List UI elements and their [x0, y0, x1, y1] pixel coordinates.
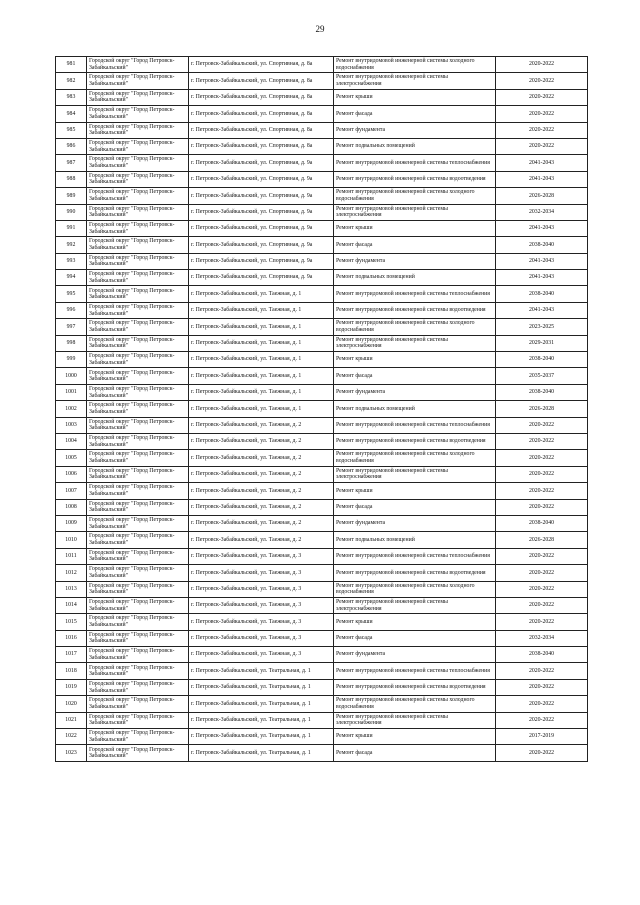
period-cell: 2041-2043 — [496, 270, 588, 286]
work-type-cell: Ремонт фасада — [334, 745, 496, 761]
table-row — [56, 515, 588, 531]
work-type-cell: Ремонт внутридомовой инженерной системы теплоснабжения — [334, 417, 496, 433]
table-row — [56, 433, 588, 449]
municipality-cell: Городской округ "Город Петровск-Забайкальский" — [87, 237, 189, 253]
address-cell: г. Петровск-Забайкальский, ул. Таежная, д. 2 — [189, 483, 334, 499]
address-cell: г. Петровск-Забайкальский, ул. Таежная, д. 1 — [189, 319, 334, 335]
address-cell: г. Петровск-Забайкальский, ул. Таежная, д. 2 — [189, 433, 334, 449]
period-cell: 2038-2040 — [496, 237, 588, 253]
work-type-cell: Ремонт внутридомовой инженерной системы холодного водоснабжения — [334, 450, 496, 466]
table-row — [56, 466, 588, 482]
municipality-cell: Городской округ "Город Петровск-Забайкальский" — [87, 417, 189, 433]
work-type-cell: Ремонт крыши — [334, 483, 496, 499]
table-row — [56, 106, 588, 122]
period-cell: 2020-2022 — [496, 73, 588, 89]
municipality-cell: Городской округ "Город Петровск-Забайкальский" — [87, 319, 189, 335]
address-cell: г. Петровск-Забайкальский, ул. Таежная, д. 3 — [189, 565, 334, 581]
row-number: 986 — [56, 138, 87, 154]
period-cell: 2020-2022 — [496, 122, 588, 138]
table-row — [56, 335, 588, 351]
municipality-cell: Городской округ "Город Петровск-Забайкальский" — [87, 745, 189, 761]
period-cell: 2017-2019 — [496, 729, 588, 745]
municipality-cell: Городской округ "Город Петровск-Забайкальский" — [87, 188, 189, 204]
municipality-cell: Городской округ "Город Петровск-Забайкальский" — [87, 220, 189, 236]
row-number: 1010 — [56, 532, 87, 548]
period-cell: 2020-2022 — [496, 106, 588, 122]
row-number: 1019 — [56, 679, 87, 695]
municipality-cell: Городской округ "Город Петровск-Забайкальский" — [87, 335, 189, 351]
table-row — [56, 253, 588, 269]
work-type-cell: Ремонт фасада — [334, 499, 496, 515]
table-row — [56, 188, 588, 204]
table-row — [56, 204, 588, 220]
table-row — [56, 286, 588, 302]
work-type-cell: Ремонт крыши — [334, 89, 496, 105]
address-cell: г. Петровск-Забайкальский, ул. Спортивная, д. 8а — [189, 138, 334, 154]
page-number: 29 — [315, 24, 325, 34]
row-number: 981 — [56, 57, 87, 73]
work-type-cell: Ремонт внутридомовой инженерной системы холодного водоснабжения — [334, 188, 496, 204]
address-cell: г. Петровск-Забайкальский, ул. Таежная, д. 3 — [189, 630, 334, 646]
work-type-cell: Ремонт подвальных помещений — [334, 270, 496, 286]
address-cell: г. Петровск-Забайкальский, ул. Спортивная, д. 9а — [189, 237, 334, 253]
table-row — [56, 171, 588, 187]
work-type-cell: Ремонт фундамента — [334, 647, 496, 663]
table-row — [56, 89, 588, 105]
period-cell: 2020-2022 — [496, 417, 588, 433]
municipality-cell: Городской округ "Город Петровск-Забайкальский" — [87, 663, 189, 679]
municipality-cell: Городской округ "Город Петровск-Забайкальский" — [87, 57, 189, 73]
row-number: 1006 — [56, 466, 87, 482]
municipality-cell: Городской округ "Город Петровск-Забайкальский" — [87, 253, 189, 269]
municipality-cell: Городской округ "Город Петровск-Забайкальский" — [87, 548, 189, 564]
municipality-cell: Городской округ "Город Петровск-Забайкальский" — [87, 696, 189, 712]
address-cell: г. Петровск-Забайкальский, ул. Таежная, д. 1 — [189, 401, 334, 417]
table-row — [56, 712, 588, 728]
table-row — [56, 647, 588, 663]
table-row — [56, 73, 588, 89]
row-number: 994 — [56, 270, 87, 286]
period-cell: 2020-2022 — [496, 597, 588, 613]
work-type-cell: Ремонт внутридомовой инженерной системы электроснабжения — [334, 335, 496, 351]
address-cell: г. Петровск-Забайкальский, ул. Таежная, д. 1 — [189, 286, 334, 302]
address-cell: г. Петровск-Забайкальский, ул. Таежная, д. 2 — [189, 532, 334, 548]
address-cell: г. Петровск-Забайкальский, ул. Таежная, д. 2 — [189, 499, 334, 515]
period-cell: 2029-2031 — [496, 335, 588, 351]
row-number: 989 — [56, 188, 87, 204]
table-row — [56, 401, 588, 417]
period-cell: 2020-2022 — [496, 548, 588, 564]
row-number: 1005 — [56, 450, 87, 466]
table-row — [56, 663, 588, 679]
work-type-cell: Ремонт внутридомовой инженерной системы электроснабжения — [334, 204, 496, 220]
period-cell: 2020-2022 — [496, 679, 588, 695]
work-type-cell: Ремонт внутридомовой инженерной системы электроснабжения — [334, 597, 496, 613]
row-number: 998 — [56, 335, 87, 351]
municipality-cell: Городской округ "Город Петровск-Забайкальский" — [87, 630, 189, 646]
address-cell: г. Петровск-Забайкальский, ул. Таежная, д. 2 — [189, 450, 334, 466]
municipality-cell: Городской округ "Город Петровск-Забайкальский" — [87, 270, 189, 286]
period-cell: 2020-2022 — [496, 483, 588, 499]
municipality-cell: Городской округ "Город Петровск-Забайкальский" — [87, 450, 189, 466]
period-cell: 2026-2028 — [496, 401, 588, 417]
address-cell: г. Петровск-Забайкальский, ул. Спортивная, д. 9а — [189, 204, 334, 220]
table-row — [56, 138, 588, 154]
municipality-cell: Городской округ "Город Петровск-Забайкальский" — [87, 614, 189, 630]
row-number: 1009 — [56, 515, 87, 531]
row-number: 988 — [56, 171, 87, 187]
address-cell: г. Петровск-Забайкальский, ул. Театральная, д. 1 — [189, 712, 334, 728]
work-type-cell: Ремонт фасада — [334, 106, 496, 122]
municipality-cell: Городской округ "Город Петровск-Забайкальский" — [87, 581, 189, 597]
period-cell: 2020-2022 — [496, 138, 588, 154]
work-type-cell: Ремонт внутридомовой инженерной системы водоотведения — [334, 171, 496, 187]
address-cell: г. Петровск-Забайкальский, ул. Таежная, д. 1 — [189, 384, 334, 400]
row-number: 985 — [56, 122, 87, 138]
table-row — [56, 384, 588, 400]
table-row — [56, 696, 588, 712]
work-type-cell: Ремонт крыши — [334, 352, 496, 368]
period-cell: 2041-2043 — [496, 220, 588, 236]
address-cell: г. Петровск-Забайкальский, ул. Театральная, д. 1 — [189, 663, 334, 679]
table-row — [56, 630, 588, 646]
period-cell: 2020-2022 — [496, 499, 588, 515]
period-cell: 2038-2040 — [496, 647, 588, 663]
municipality-cell: Городской округ "Город Петровск-Забайкальский" — [87, 171, 189, 187]
table-row — [56, 155, 588, 171]
work-type-cell: Ремонт фасада — [334, 237, 496, 253]
municipality-cell: Городской округ "Город Петровск-Забайкальский" — [87, 155, 189, 171]
period-cell: 2020-2022 — [496, 450, 588, 466]
row-number: 1018 — [56, 663, 87, 679]
period-cell: 2020-2022 — [496, 433, 588, 449]
address-cell: г. Петровск-Забайкальский, ул. Театральная, д. 1 — [189, 696, 334, 712]
work-type-cell: Ремонт внутридомовой инженерной системы водоотведения — [334, 302, 496, 318]
work-type-cell: Ремонт фасада — [334, 368, 496, 384]
address-cell: г. Петровск-Забайкальский, ул. Спортивная, д. 9а — [189, 171, 334, 187]
table-row — [56, 302, 588, 318]
address-cell: г. Петровск-Забайкальский, ул. Театральная, д. 1 — [189, 679, 334, 695]
address-cell: г. Петровск-Забайкальский, ул. Спортивная, д. 9а — [189, 220, 334, 236]
address-cell: г. Петровск-Забайкальский, ул. Таежная, д. 1 — [189, 352, 334, 368]
row-number: 995 — [56, 286, 87, 302]
period-cell: 2020-2022 — [496, 745, 588, 761]
table-row — [56, 614, 588, 630]
address-cell: г. Петровск-Забайкальский, ул. Театральная, д. 1 — [189, 745, 334, 761]
address-cell: г. Петровск-Забайкальский, ул. Таежная, д. 3 — [189, 581, 334, 597]
table-row — [56, 122, 588, 138]
period-cell: 2026-2028 — [496, 188, 588, 204]
work-type-cell: Ремонт фундамента — [334, 253, 496, 269]
row-number: 1023 — [56, 745, 87, 761]
table-row — [56, 729, 588, 745]
row-number: 996 — [56, 302, 87, 318]
address-cell: г. Петровск-Забайкальский, ул. Таежная, д. 2 — [189, 417, 334, 433]
table-row — [56, 57, 588, 73]
row-number: 997 — [56, 319, 87, 335]
work-type-cell: Ремонт крыши — [334, 614, 496, 630]
table-row — [56, 565, 588, 581]
municipality-cell: Городской округ "Город Петровск-Забайкальский" — [87, 204, 189, 220]
work-type-cell: Ремонт подвальных помещений — [334, 532, 496, 548]
table-row — [56, 483, 588, 499]
work-type-cell: Ремонт внутридомовой инженерной системы теплоснабжения — [334, 663, 496, 679]
work-type-cell: Ремонт подвальных помещений — [334, 138, 496, 154]
municipality-cell: Городской округ "Город Петровск-Забайкальский" — [87, 679, 189, 695]
work-type-cell: Ремонт внутридомовой инженерной системы холодного водоснабжения — [334, 696, 496, 712]
municipality-cell: Городской округ "Город Петровск-Забайкальский" — [87, 647, 189, 663]
municipality-cell: Городской округ "Город Петровск-Забайкальский" — [87, 302, 189, 318]
table-row — [56, 581, 588, 597]
municipality-cell: Городской округ "Город Петровск-Забайкальский" — [87, 384, 189, 400]
table-row — [56, 220, 588, 236]
row-number: 982 — [56, 73, 87, 89]
address-cell: г. Петровск-Забайкальский, ул. Театральная, д. 1 — [189, 729, 334, 745]
row-number: 992 — [56, 237, 87, 253]
municipality-cell: Городской округ "Город Петровск-Забайкальский" — [87, 499, 189, 515]
table-row — [56, 548, 588, 564]
work-type-cell: Ремонт фундамента — [334, 122, 496, 138]
repair-schedule-table — [55, 56, 588, 762]
period-cell: 2035-2037 — [496, 368, 588, 384]
address-cell: г. Петровск-Забайкальский, ул. Таежная, д. 1 — [189, 335, 334, 351]
period-cell: 2032-2034 — [496, 630, 588, 646]
address-cell: г. Петровск-Забайкальский, ул. Таежная, д. 3 — [189, 647, 334, 663]
work-type-cell: Ремонт фундамента — [334, 515, 496, 531]
work-type-cell: Ремонт внутридомовой инженерной системы электроснабжения — [334, 466, 496, 482]
municipality-cell: Городской округ "Город Петровск-Забайкальский" — [87, 532, 189, 548]
municipality-cell: Городской округ "Город Петровск-Забайкальский" — [87, 352, 189, 368]
period-cell: 2020-2022 — [496, 57, 588, 73]
work-type-cell: Ремонт внутридомовой инженерной системы холодного водоснабжения — [334, 319, 496, 335]
row-number: 1003 — [56, 417, 87, 433]
municipality-cell: Городской округ "Город Петровск-Забайкальский" — [87, 565, 189, 581]
row-number: 1014 — [56, 597, 87, 613]
period-cell: 2023-2025 — [496, 319, 588, 335]
work-type-cell: Ремонт внутридомовой инженерной системы холодного водоснабжения — [334, 57, 496, 73]
table-body — [56, 57, 588, 762]
municipality-cell: Городской округ "Город Петровск-Забайкальский" — [87, 712, 189, 728]
work-type-cell: Ремонт внутридомовой инженерной системы водоотведения — [334, 565, 496, 581]
row-number: 993 — [56, 253, 87, 269]
period-cell: 2020-2022 — [496, 614, 588, 630]
table-row — [56, 368, 588, 384]
row-number: 1020 — [56, 696, 87, 712]
period-cell: 2038-2040 — [496, 352, 588, 368]
address-cell: г. Петровск-Забайкальский, ул. Таежная, д. 3 — [189, 614, 334, 630]
row-number: 1013 — [56, 581, 87, 597]
period-cell: 2038-2040 — [496, 515, 588, 531]
work-type-cell: Ремонт внутридомовой инженерной системы электроснабжения — [334, 712, 496, 728]
address-cell: г. Петровск-Забайкальский, ул. Спортивная, д. 9а — [189, 253, 334, 269]
address-cell: г. Петровск-Забайкальский, ул. Спортивная, д. 8а — [189, 89, 334, 105]
work-type-cell: Ремонт внутридомовой инженерной системы теплоснабжения — [334, 286, 496, 302]
municipality-cell: Городской округ "Город Петровск-Забайкальский" — [87, 286, 189, 302]
row-number: 1007 — [56, 483, 87, 499]
municipality-cell: Городской округ "Город Петровск-Забайкальский" — [87, 122, 189, 138]
period-cell: 2032-2034 — [496, 204, 588, 220]
table-row — [56, 319, 588, 335]
work-type-cell: Ремонт крыши — [334, 220, 496, 236]
address-cell: г. Петровск-Забайкальский, ул. Таежная, д. 2 — [189, 515, 334, 531]
table-row — [56, 270, 588, 286]
period-cell: 2020-2022 — [496, 89, 588, 105]
table-row — [56, 352, 588, 368]
municipality-cell: Городской округ "Город Петровск-Забайкальский" — [87, 106, 189, 122]
municipality-cell: Городской округ "Город Петровск-Забайкальский" — [87, 89, 189, 105]
period-cell: 2038-2040 — [496, 384, 588, 400]
address-cell: г. Петровск-Забайкальский, ул. Таежная, д. 3 — [189, 597, 334, 613]
row-number: 1004 — [56, 433, 87, 449]
row-number: 987 — [56, 155, 87, 171]
work-type-cell: Ремонт внутридомовой инженерной системы холодного водоснабжения — [334, 581, 496, 597]
row-number: 1001 — [56, 384, 87, 400]
period-cell: 2020-2022 — [496, 581, 588, 597]
municipality-cell: Городской округ "Город Петровск-Забайкальский" — [87, 729, 189, 745]
work-type-cell: Ремонт фасада — [334, 630, 496, 646]
row-number: 991 — [56, 220, 87, 236]
work-type-cell: Ремонт внутридомовой инженерной системы теплоснабжения — [334, 155, 496, 171]
municipality-cell: Городской округ "Город Петровск-Забайкальский" — [87, 483, 189, 499]
row-number: 1008 — [56, 499, 87, 515]
municipality-cell: Городской округ "Город Петровск-Забайкальский" — [87, 515, 189, 531]
work-type-cell: Ремонт фундамента — [334, 384, 496, 400]
row-number: 990 — [56, 204, 87, 220]
row-number: 1017 — [56, 647, 87, 663]
table-row — [56, 450, 588, 466]
period-cell: 2041-2043 — [496, 155, 588, 171]
address-cell: г. Петровск-Забайкальский, ул. Спортивная, д. 8а — [189, 106, 334, 122]
work-type-cell: Ремонт внутридомовой инженерной системы водоотведения — [334, 679, 496, 695]
address-cell: г. Петровск-Забайкальский, ул. Спортивная, д. 8а — [189, 122, 334, 138]
municipality-cell: Городской округ "Город Петровск-Забайкальский" — [87, 73, 189, 89]
address-cell: г. Петровск-Забайкальский, ул. Спортивная, д. 8а — [189, 73, 334, 89]
address-cell: г. Петровск-Забайкальский, ул. Спортивная, д. 8а — [189, 57, 334, 73]
row-number: 1011 — [56, 548, 87, 564]
row-number: 1015 — [56, 614, 87, 630]
row-number: 984 — [56, 106, 87, 122]
municipality-cell: Городской округ "Город Петровск-Забайкальский" — [87, 401, 189, 417]
municipality-cell: Городской округ "Город Петровск-Забайкальский" — [87, 433, 189, 449]
work-type-cell: Ремонт внутридомовой инженерной системы электроснабжения — [334, 73, 496, 89]
period-cell: 2038-2040 — [496, 286, 588, 302]
period-cell: 2041-2043 — [496, 302, 588, 318]
row-number: 999 — [56, 352, 87, 368]
table-row — [56, 745, 588, 761]
row-number: 1022 — [56, 729, 87, 745]
row-number: 1012 — [56, 565, 87, 581]
period-cell: 2020-2022 — [496, 565, 588, 581]
address-cell: г. Петровск-Забайкальский, ул. Спортивная, д. 9а — [189, 270, 334, 286]
municipality-cell: Городской округ "Город Петровск-Забайкальский" — [87, 466, 189, 482]
period-cell: 2020-2022 — [496, 466, 588, 482]
municipality-cell: Городской округ "Город Петровск-Забайкальский" — [87, 138, 189, 154]
table-row — [56, 237, 588, 253]
address-cell: г. Петровск-Забайкальский, ул. Таежная, д. 1 — [189, 368, 334, 384]
address-cell: г. Петровск-Забайкальский, ул. Спортивная, д. 9а — [189, 155, 334, 171]
row-number: 1016 — [56, 630, 87, 646]
period-cell: 2026-2028 — [496, 532, 588, 548]
period-cell: 2020-2022 — [496, 696, 588, 712]
row-number: 1002 — [56, 401, 87, 417]
address-cell: г. Петровск-Забайкальский, ул. Таежная, д. 3 — [189, 548, 334, 564]
work-type-cell: Ремонт внутридомовой инженерной системы водоотведения — [334, 433, 496, 449]
municipality-cell: Городской округ "Город Петровск-Забайкальский" — [87, 368, 189, 384]
address-cell: г. Петровск-Забайкальский, ул. Спортивная, д. 9а — [189, 188, 334, 204]
table-row — [56, 597, 588, 613]
table-row — [56, 417, 588, 433]
row-number: 1021 — [56, 712, 87, 728]
period-cell: 2041-2043 — [496, 253, 588, 269]
municipality-cell: Городской округ "Город Петровск-Забайкальский" — [87, 597, 189, 613]
work-type-cell: Ремонт внутридомовой инженерной системы теплоснабжения — [334, 548, 496, 564]
work-type-cell: Ремонт крыши — [334, 729, 496, 745]
period-cell: 2041-2043 — [496, 171, 588, 187]
table-row — [56, 499, 588, 515]
row-number: 983 — [56, 89, 87, 105]
work-type-cell: Ремонт подвальных помещений — [334, 401, 496, 417]
address-cell: г. Петровск-Забайкальский, ул. Таежная, д. 1 — [189, 302, 334, 318]
period-cell: 2020-2022 — [496, 663, 588, 679]
address-cell: г. Петровск-Забайкальский, ул. Таежная, д. 2 — [189, 466, 334, 482]
table-row — [56, 532, 588, 548]
row-number: 1000 — [56, 368, 87, 384]
table-row — [56, 679, 588, 695]
period-cell: 2020-2022 — [496, 712, 588, 728]
